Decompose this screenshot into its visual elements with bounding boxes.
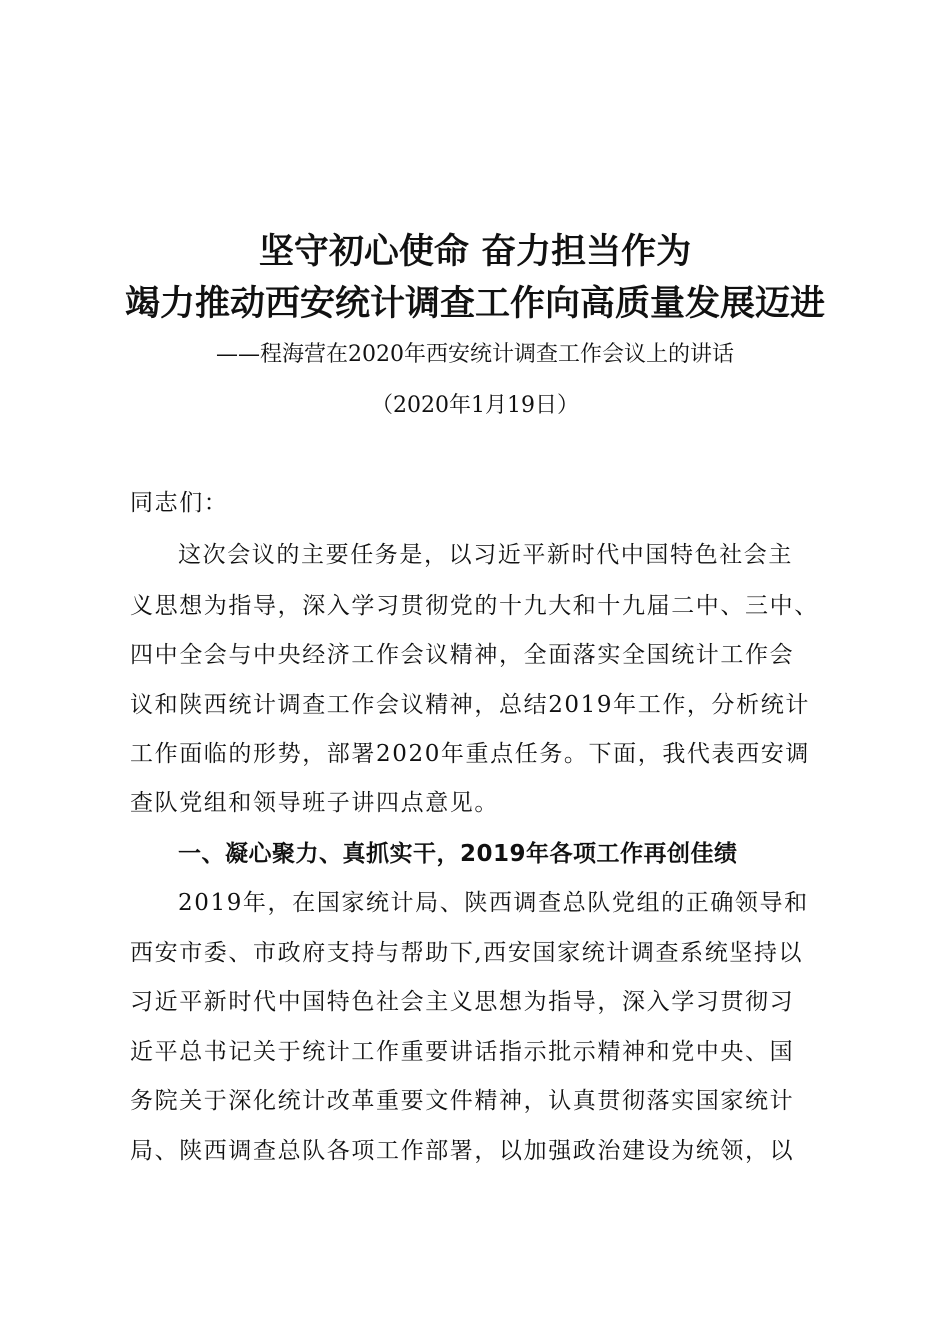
paragraph-2-line: 2019年，在国家统计局、陕西调查总队党组的正确领导和 bbox=[178, 890, 809, 916]
document-subtitle: ——程海营在2020年西安统计调查工作会议上的讲话 bbox=[216, 342, 734, 367]
paragraph-2-line: 西安市委、市政府支持与帮助下,西安国家统计调查系统坚持以 bbox=[130, 940, 804, 966]
section-1-heading: 一、凝心聚力、真抓实干，2019年各项工作再创佳绩 bbox=[178, 841, 738, 867]
paragraph-2-line: 近平总书记关于统计工作重要讲话指示批示精神和党中央、国 bbox=[130, 1039, 795, 1065]
paragraph-1-line: 这次会议的主要任务是，以习近平新时代中国特色社会主 bbox=[178, 542, 793, 568]
paragraph-1-line: 义思想为指导，深入学习贯彻党的十九大和十九届二中、三中、 bbox=[130, 593, 819, 619]
paragraph-1-line: 工作面临的形势，部署2020年重点任务。下面，我代表西安调 bbox=[130, 741, 810, 767]
salutation: 同志们： bbox=[130, 490, 229, 516]
paragraph-1-line: 四中全会与中央经济工作会议精神，全面落实全国统计工作会 bbox=[130, 642, 795, 668]
paragraph-2-line: 务院关于深化统计改革重要文件精神，认真贯彻落实国家统计 bbox=[130, 1088, 795, 1114]
paragraph-1-line: 查队党组和领导班子讲四点意见。 bbox=[130, 790, 499, 816]
document-title-line-1: 坚守初心使命 奋力担当作为 bbox=[258, 232, 692, 272]
paragraph-2-line: 局、陕西调查总队各项工作部署，以加强政治建设为统领，以 bbox=[130, 1138, 795, 1164]
document-date: （2020年1月19日） bbox=[371, 393, 579, 418]
paragraph-2-line: 习近平新时代中国特色社会主义思想为指导，深入学习贯彻习 bbox=[130, 989, 795, 1015]
paragraph-1-line: 议和陕西统计调查工作会议精神，总结2019年工作，分析统计 bbox=[130, 692, 810, 718]
document-title-line-2: 竭力推动西安统计调查工作向高质量发展迈进 bbox=[124, 284, 825, 324]
